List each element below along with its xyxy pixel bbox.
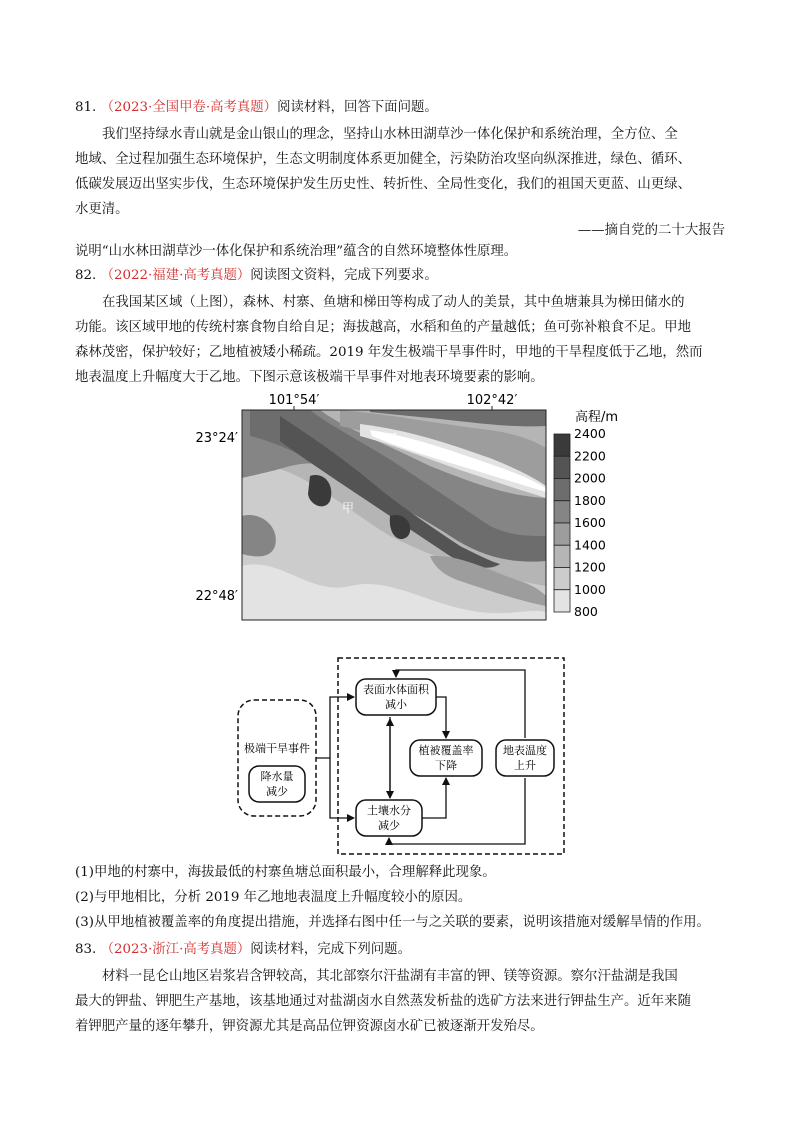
q81-para-line-3: 低碳发展迈出坚实步伐，生态环境保护发生历史性、转折性、全局性变化，我们的祖国天更蓝、山更绿、: [75, 177, 691, 192]
legend-swatch: [554, 501, 570, 523]
lon-label-right: 102°42′: [466, 393, 518, 408]
location-label-jia: 甲: [341, 501, 355, 515]
question-number: 81.: [75, 100, 97, 115]
vegetation-label-2: 下降: [435, 759, 457, 772]
question-number: 82.: [75, 268, 97, 283]
legend-value: 800: [574, 604, 598, 619]
q83-para-line-1: 材料一昆仑山地区岩浆岩含钾较高，其北部察尔汗盐湖有丰富的钾、镁等资源。察尔汗盐湖是我国: [102, 969, 678, 984]
legend-swatch: [554, 590, 570, 612]
q81-para-line-4: 水更清。: [75, 202, 129, 217]
q82-subquestion-3: (3)从甲地植被覆盖率的角度提出措施，并选择右图中任一与之关联的要素，说明该措施对缓解旱情的作用。: [75, 915, 710, 930]
q83-para-line-3: 着钾肥产量的逐年攀升，钾资源尤其是高品位钾资源卤水矿已被逐渐开发殆尽。: [75, 1019, 544, 1034]
rain-label-2: 减少: [266, 785, 288, 798]
q82-para-line-3: 森林茂密，保护较好；乙地植被矮小稀疏。2019 年发生极端干旱事件时，甲地的干旱程度低于乙地，然而: [75, 345, 703, 360]
temperature-label-2: 上升: [514, 759, 536, 772]
question-prompt: 阅读材料，完成下列问题。: [250, 942, 411, 957]
legend-title: 高程/m: [575, 410, 619, 425]
question-source: （2022·福建·高考真题）: [100, 268, 251, 283]
legend-value: 1600: [574, 515, 606, 530]
surface-water-label-2: 减小: [385, 698, 407, 711]
legend-swatch: [554, 545, 570, 567]
q83-header: [75, 941, 411, 959]
q81-citation: ——摘自党的二十大报告: [577, 223, 725, 238]
soil-label-1: 土壤水分: [367, 804, 411, 817]
legend-value: 2000: [574, 470, 606, 486]
legend-value: 1400: [574, 537, 606, 553]
lat-label-bottom: 22°48′: [195, 589, 238, 604]
lat-label-top: 23°24′: [195, 431, 238, 446]
elevation-legend: [554, 426, 606, 619]
q82-para-line-4: 地表温度上升幅度大于乙地。下图示意该极端干旱事件对地表环境要素的影响。: [75, 370, 544, 385]
legend-swatch: [554, 434, 570, 456]
q82-subquestion-1: (1)甲地的村寨中，海拔最低的村寨鱼塘总面积最小，合理解释此现象。: [75, 865, 496, 880]
question-source: （2023·浙江·高考真题）: [100, 942, 251, 957]
q81-para-line-2: 地域、全过程加强生态环境保护，生态文明制度体系更加健全，污染防治攻坚向纵深推进，绿色、循环、: [75, 152, 691, 167]
legend-swatch: [554, 523, 570, 545]
vegetation-label-1: 植被覆盖率: [418, 744, 474, 757]
q81-para-line-1: 我们坚持绿水青山就是金山银山的理念，坚持山水林田湖草沙一体化保护和系统治理，全方位、全: [102, 127, 678, 142]
q83-para-line-2: 最大的钾盐、钾肥生产基地，该基地通过对盐湖卤水自然蒸发析盐的选矿方法来进行钾盐生产。近年来随: [75, 994, 691, 1009]
q82-para-line-1: 在我国某区域（上图），森林、村寨、鱼塘和梯田等构成了动人的美景，其中鱼塘兼具为梯田储水的: [102, 295, 685, 310]
q82-header: [75, 267, 438, 285]
q81-question: 说明“山水林田湖草沙一体化保护和系统治理”蕴含的自然环境整体性原理。: [75, 244, 518, 259]
soil-label-2: 减少: [378, 819, 400, 832]
lon-label-left: 101°54′: [268, 393, 320, 408]
question-prompt: 阅读图文资料，完成下列要求。: [250, 268, 438, 283]
q81-header: [75, 99, 438, 117]
legend-value: 2200: [574, 448, 606, 464]
question-number: 83.: [75, 942, 97, 957]
drought-flow-diagram: [230, 652, 580, 862]
legend-value: 2400: [574, 426, 606, 441]
question-prompt: 阅读材料，回答下面问题。: [277, 100, 438, 115]
rain-label-1: 降水量: [260, 770, 294, 783]
legend-swatch: [554, 479, 570, 501]
question-source: （2023·全国甲卷·高考真题）: [100, 100, 278, 115]
location-label-yi: 乙: [386, 431, 400, 445]
legend-value: 1800: [574, 492, 606, 508]
q82-subquestion-2: (2)与甲地相比，分析 2019 年乙地地表温度上升幅度较小的原因。: [75, 890, 472, 905]
event-label: 极端干旱事件: [244, 742, 310, 755]
surface-water-label-1: 表面水体面积: [363, 683, 429, 696]
legend-swatch: [554, 568, 570, 590]
q82-para-line-2: 功能。该区域甲地的传统村寨食物自给自足；海拔越高，水稻和鱼的产量越低；鱼可弥补粮食不足。甲地: [75, 320, 691, 335]
legend-value: 1200: [574, 559, 606, 575]
elevation-map: [190, 386, 630, 631]
temperature-label-1: 地表温度: [503, 744, 547, 757]
legend-swatch: [554, 456, 570, 478]
legend-value: 1000: [574, 581, 606, 597]
